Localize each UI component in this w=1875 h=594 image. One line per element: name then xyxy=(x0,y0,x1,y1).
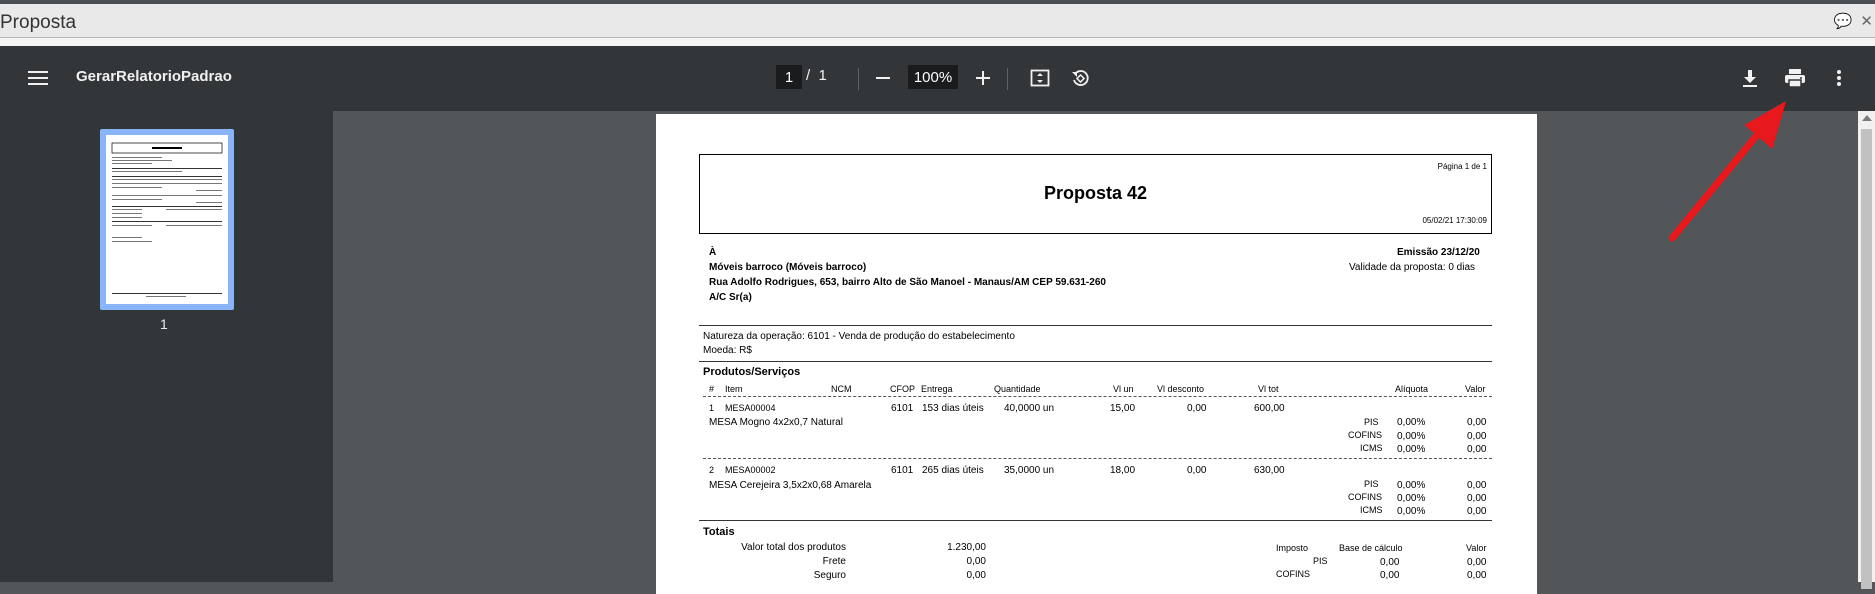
item-vl-tot: 600,00 xyxy=(1254,403,1285,414)
tax-name: COFINS xyxy=(1348,430,1383,440)
window-titlebar xyxy=(0,0,1875,38)
total-label: Frete xyxy=(822,556,846,567)
total-value: 0,00 xyxy=(966,556,986,567)
window-separator xyxy=(0,38,1875,46)
tax-summary-base: 0,00 xyxy=(1380,570,1400,581)
client-attn: A/C Sr(a) xyxy=(709,292,752,303)
page-total: 1 xyxy=(818,67,827,84)
thumbnail-label: 1 xyxy=(160,316,168,332)
tax-summary-valor: 0,00 xyxy=(1467,557,1487,568)
rotate-icon[interactable] xyxy=(1066,64,1094,92)
tax-aliquota: 0,00% xyxy=(1397,417,1426,428)
item-vl-un: 18,00 xyxy=(1110,465,1136,476)
tax-header-base: Base de cálculo xyxy=(1339,543,1403,553)
item-vl-desconto: 0,00 xyxy=(1187,403,1207,414)
print-icon[interactable] xyxy=(1781,64,1809,92)
download-icon[interactable] xyxy=(1736,64,1764,92)
total-value: 1.230,00 xyxy=(947,542,986,553)
item-vl-tot: 630,00 xyxy=(1254,465,1285,476)
tax-summary-valor: 0,00 xyxy=(1467,570,1487,581)
item-cfop: 6101 xyxy=(891,465,914,476)
dashed-divider xyxy=(703,396,1492,397)
tax-name: COFINS xyxy=(1348,492,1383,502)
menu-icon[interactable] xyxy=(26,66,50,90)
col-header-entrega: Entrega xyxy=(921,384,953,394)
proposal-validity: Validade da proposta: 0 dias xyxy=(1349,262,1476,273)
col-header-number: # xyxy=(709,384,715,394)
tax-valor: 0,00 xyxy=(1467,444,1487,455)
toolbar-divider xyxy=(858,68,859,90)
tax-valor: 0,00 xyxy=(1467,506,1487,517)
item-entrega: 153 dias úteis xyxy=(922,403,984,414)
tax-name: PIS xyxy=(1364,479,1379,489)
item-entrega: 265 dias úteis xyxy=(922,465,984,476)
item-description: MESA Cerejeira 3,5x2x0,68 Amarela xyxy=(709,480,872,491)
zoom-level-input[interactable]: 100% xyxy=(908,65,958,89)
report-datetime: 05/02/21 17:30:09 xyxy=(1422,216,1487,225)
tax-valor: 0,00 xyxy=(1467,493,1487,504)
col-header-vl-tot: Vl tot xyxy=(1258,384,1279,394)
document-title: GerarRelatorioPadrao xyxy=(76,68,232,85)
toolbar-divider xyxy=(1007,68,1008,90)
tax-summary-name: COFINS xyxy=(1276,569,1311,579)
total-value: 0,00 xyxy=(966,570,986,581)
report-header xyxy=(699,154,1492,234)
tax-valor: 0,00 xyxy=(1467,431,1487,442)
tax-summary-name: PIS xyxy=(1313,556,1328,566)
col-header-aliquota: Alíquota xyxy=(1395,384,1429,394)
divider xyxy=(699,325,1492,326)
tax-header-valor: Valor xyxy=(1466,543,1487,553)
tax-name: PIS xyxy=(1364,417,1379,427)
tax-aliquota: 0,00% xyxy=(1397,444,1426,455)
thumbnail-sidebar xyxy=(0,111,333,582)
item-code: MESA00004 xyxy=(725,403,776,413)
tax-name: ICMS xyxy=(1360,443,1383,453)
pdf-toolbar xyxy=(0,46,1875,111)
col-header-quantidade: Quantidade xyxy=(994,384,1041,394)
divider xyxy=(699,520,1492,521)
col-header-vl-un: Vl un xyxy=(1113,384,1134,394)
client-name: Móveis barroco (Móveis barroco) xyxy=(709,262,867,273)
item-quantidade: 40,0000 un xyxy=(1004,403,1055,414)
tax-name: ICMS xyxy=(1360,505,1383,515)
item-number: 1 xyxy=(709,403,715,413)
tax-valor: 0,00 xyxy=(1467,417,1487,428)
total-label: Seguro xyxy=(813,570,846,581)
zoom-in-icon[interactable] xyxy=(969,64,997,92)
pdf-page xyxy=(656,114,1537,594)
scroll-up-icon[interactable] xyxy=(1862,115,1872,121)
divider xyxy=(699,361,1492,362)
vertical-scrollbar[interactable] xyxy=(1858,111,1875,582)
report-title: Proposta 42 xyxy=(1043,183,1148,203)
annotation-arrow-icon xyxy=(1660,95,1800,255)
fit-page-icon[interactable] xyxy=(1026,64,1054,92)
tax-aliquota: 0,00% xyxy=(1397,506,1426,517)
scrollbar-thumb[interactable] xyxy=(1861,129,1872,589)
page-separator: / xyxy=(806,67,811,84)
tax-valor: 0,00 xyxy=(1467,480,1487,491)
recipient-prefix: À xyxy=(709,247,717,258)
item-vl-un: 15,00 xyxy=(1110,403,1136,414)
item-quantidade: 35,0000 un xyxy=(1004,465,1055,476)
operation-nature: Natureza da operação: 6101 - Venda de produção do estabelecimento xyxy=(703,331,1015,342)
item-cfop: 6101 xyxy=(891,403,914,414)
products-title: Produtos/Serviços xyxy=(703,366,801,378)
item-number: 2 xyxy=(709,465,715,475)
total-label: Valor total dos produtos xyxy=(741,542,846,553)
more-icon[interactable] xyxy=(1825,64,1853,92)
item-vl-desconto: 0,00 xyxy=(1187,465,1207,476)
thumbnail-page-preview xyxy=(106,135,228,304)
page-count xyxy=(806,67,827,84)
tax-aliquota: 0,00% xyxy=(1397,493,1426,504)
page-number-input[interactable]: 1 xyxy=(776,65,802,89)
item-code: MESA00002 xyxy=(725,465,776,475)
col-header-ncm: NCM xyxy=(831,384,852,394)
window-controls[interactable]: 💬 ✕ xyxy=(1833,13,1875,30)
col-header-vl-desconto: Vl desconto xyxy=(1157,384,1205,394)
col-header-item: Item xyxy=(725,384,743,394)
page-thumbnail[interactable] xyxy=(100,129,234,310)
page-info: Página 1 de 1 xyxy=(1437,162,1487,171)
col-header-cfop: CFOP xyxy=(890,384,916,394)
client-address: Rua Adolfo Rodrigues, 653, bairro Alto de São Manoel - Manaus/AM CEP 59.631-260 xyxy=(709,277,1106,288)
currency: Moeda: R$ xyxy=(703,345,752,356)
col-header-valor: Valor xyxy=(1465,384,1486,394)
emission-date: Emissão 23/12/20 xyxy=(1397,247,1480,258)
dashed-divider xyxy=(703,458,1492,459)
zoom-out-icon[interactable] xyxy=(869,64,897,92)
totals-title: Totais xyxy=(703,526,735,538)
tax-summary-base: 0,00 xyxy=(1380,557,1400,568)
tax-header-imposto: Imposto xyxy=(1276,543,1309,553)
item-description: MESA Mogno 4x2x0,7 Natural xyxy=(709,417,843,428)
tax-aliquota: 0,00% xyxy=(1397,480,1426,491)
tax-aliquota: 0,00% xyxy=(1397,431,1426,442)
window-title: Proposta xyxy=(0,12,77,33)
